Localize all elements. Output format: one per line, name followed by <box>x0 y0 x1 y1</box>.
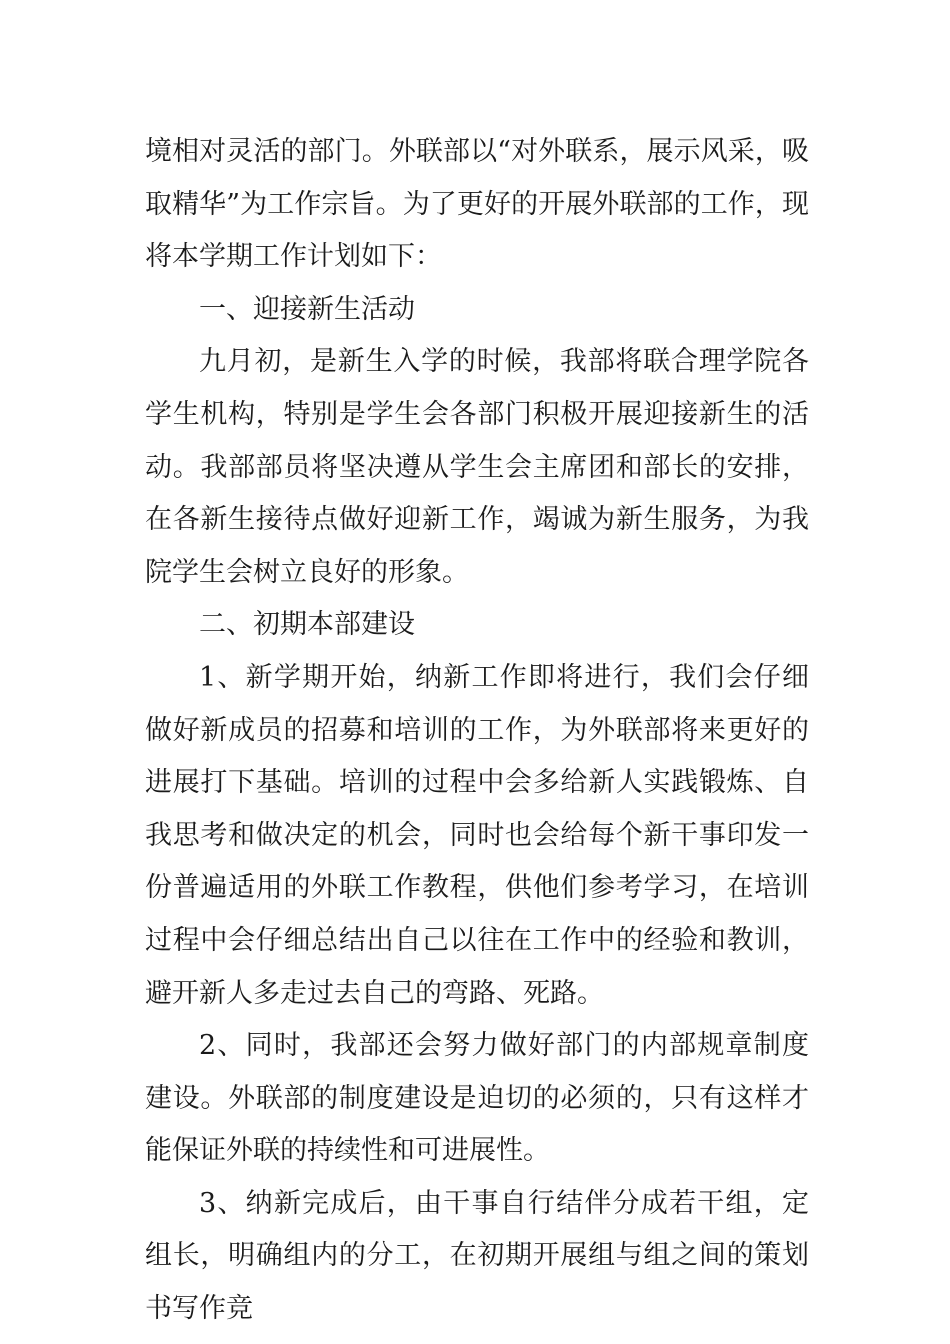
section-heading-department-building: 二、初期本部建设 <box>199 609 415 641</box>
paragraph-item-2: 2、同时，我部还会努力做好部门的内部规章制度建设。外联部的制度建设是迫切的必须的，只有这样才能保证外联的持续性和可进展性。 <box>145 1030 809 1167</box>
paragraph-item-3: 3、纳新完成后，由干事自行结伴分成若干组，定组长，明确组内的分工，在初期开展组与组之间的策划书写作竞 <box>145 1187 809 1325</box>
paragraph-welcome-freshmen: 九月初，是新生入学的时候，我部将联合理学院各学生机构，特别是学生会各部门积极开展迎接新生的活动。我部部员将坚决遵从学生会主席团和部长的安排，在各新生接待点做好迎新工作，竭诚为新生服务，为我院学生会树立良好的形象。 <box>145 346 809 588</box>
document-body <box>145 126 809 1336</box>
paragraph-item-1: 1、新学期开始，纳新工作即将进行，我们会仔细做好新成员的招募和培训的工作，为外联部将来更好的进展打下基础。培训的过程中会多给新人实践锻炼、自我思考和做决定的机会，同时也会给每个新干事印发一份普遍适用的外联工作教程，供他们参考学习，在培训过程中会仔细总结出自己以往在工作中的经验和教训，避开新人多走过去自己的弯路、死路。 <box>145 661 809 1009</box>
section-heading-welcome-freshmen: 一、迎接新生活动 <box>199 293 415 325</box>
paragraph-intro-continued: 境相对灵活的部门。外联部以“对外联系，展示风采，吸取精华”为工作宗旨。为了更好的开展外联部的工作，现将本学期工作计划如下： <box>145 136 809 273</box>
